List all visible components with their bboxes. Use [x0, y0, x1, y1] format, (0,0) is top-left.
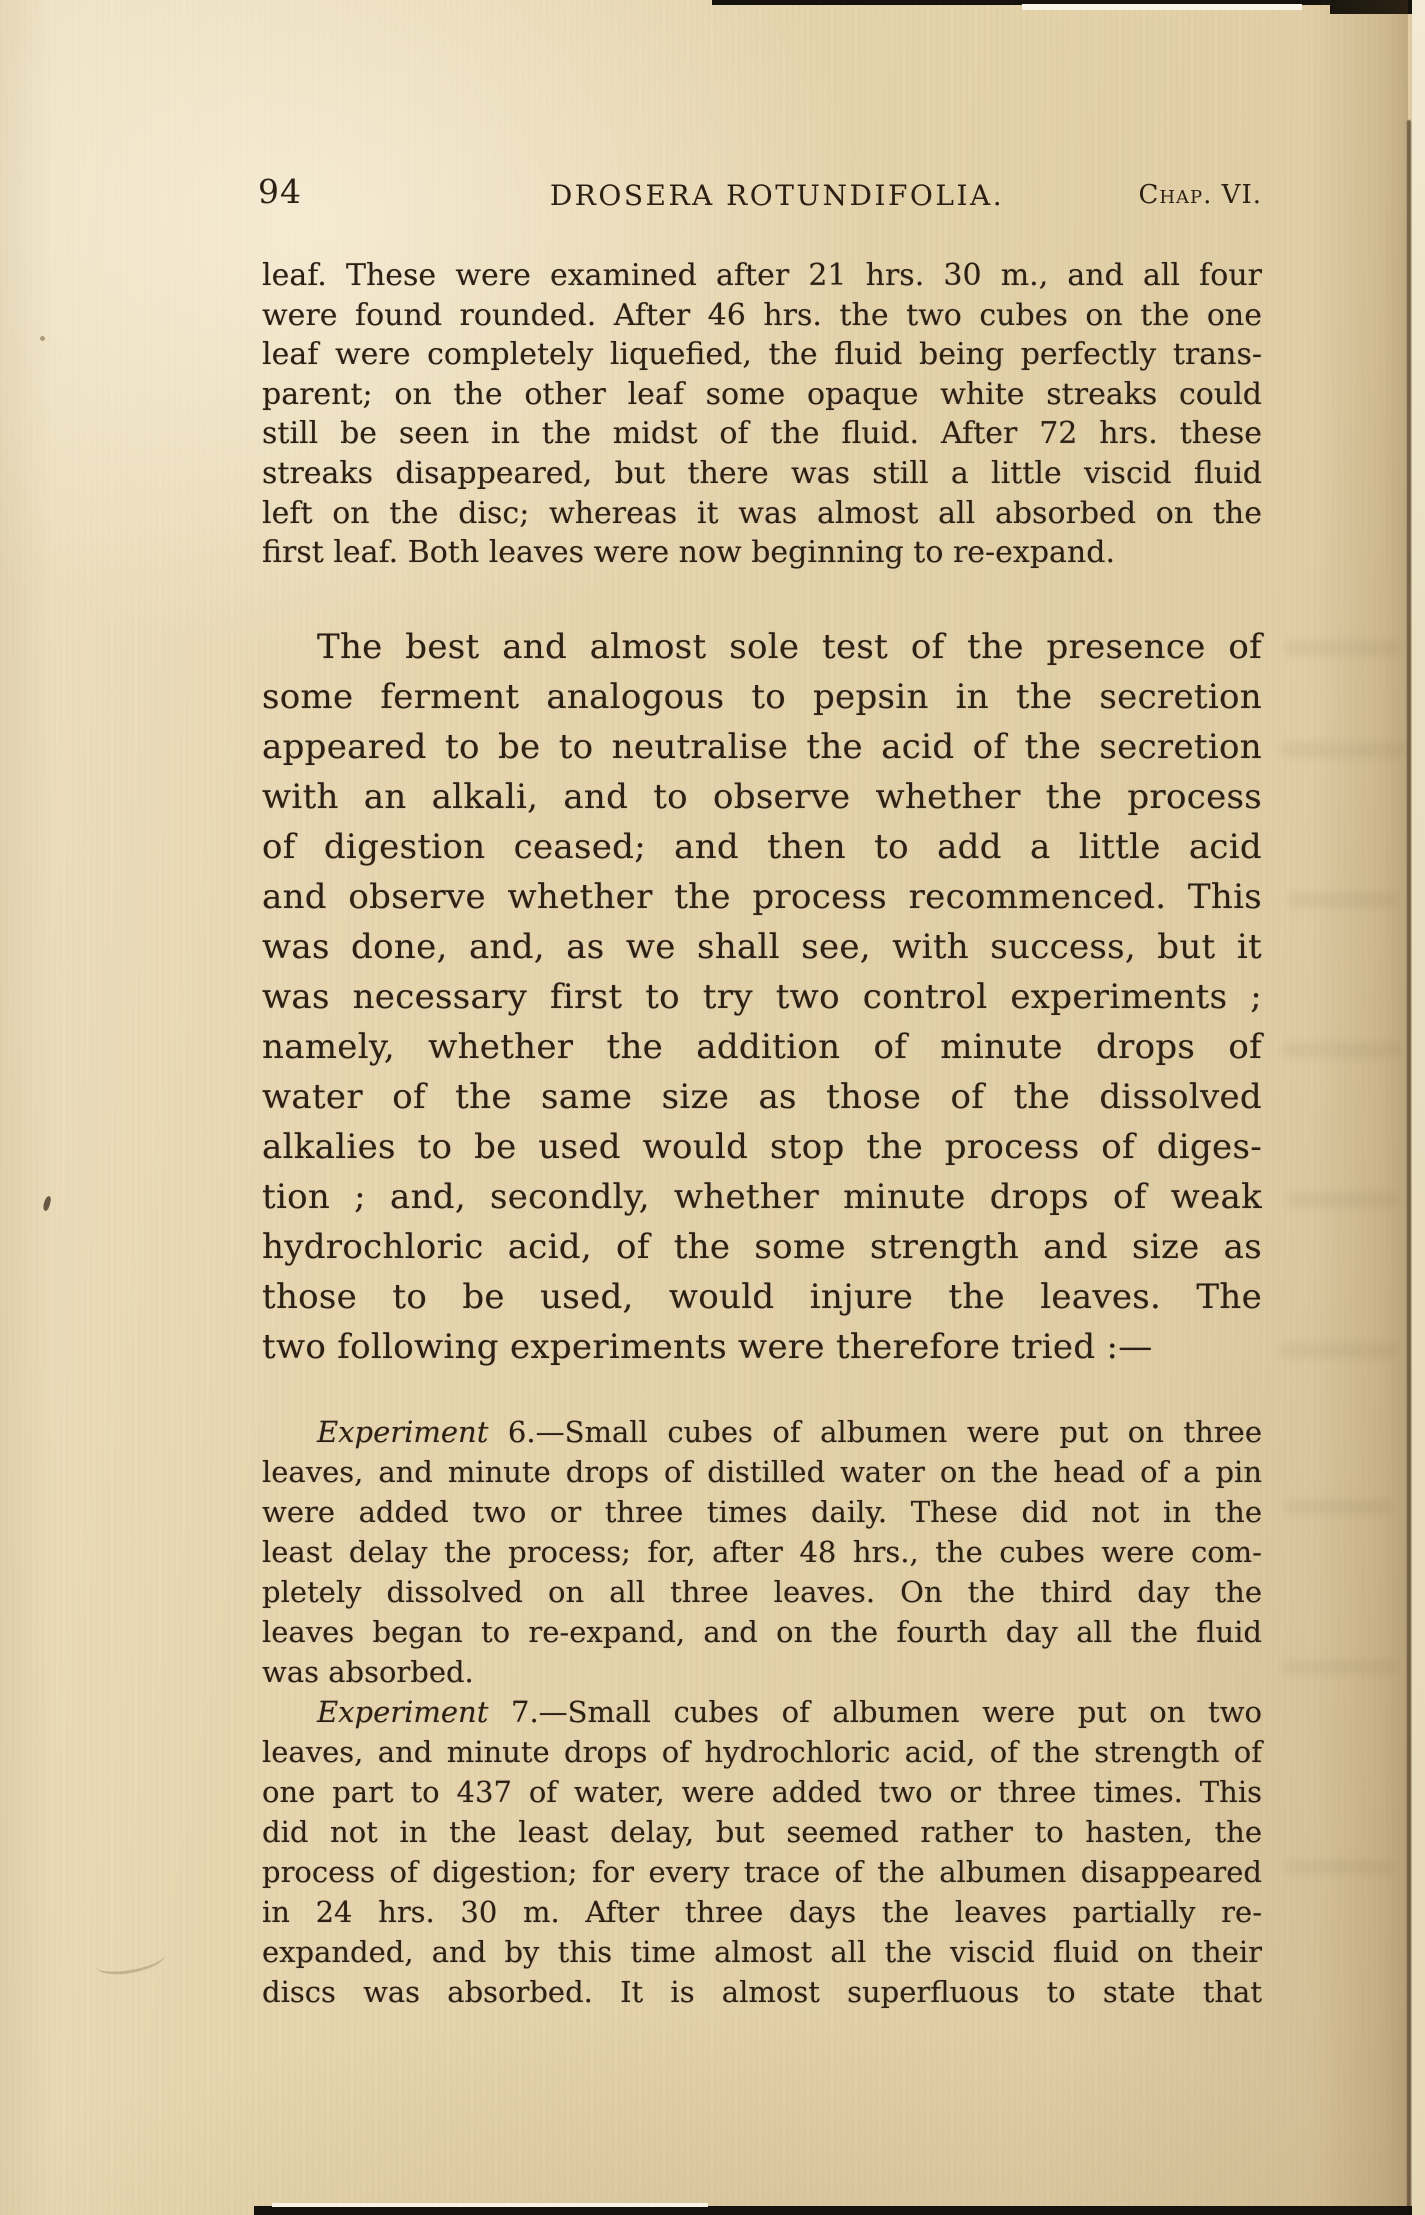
text-line: hydrochloric acid, of the some strength and size as: [262, 1227, 1262, 1267]
showthrough-smudge: [1280, 742, 1405, 758]
page-number: 94: [258, 172, 302, 211]
text-line: leaf. These were examined after 21 hrs. 30 m., and all four: [262, 258, 1262, 293]
text-line: leaves, and minute drops of hydrochloric acid, of the strength of: [262, 1735, 1262, 1769]
experiment-lead-italic: Experiment: [317, 1415, 489, 1449]
showthrough-smudge: [1282, 1660, 1396, 1674]
text-line: those to be used, would injure the leaves. The: [262, 1277, 1262, 1317]
text-line: least delay the process; for, after 48 hrs., the cubes were com-: [262, 1535, 1262, 1569]
text-line: did not in the least delay, but seemed rather to hasten, the: [262, 1815, 1262, 1849]
text-line: parent; on the other leaf some opaque white streaks could: [262, 376, 1262, 412]
experiment-lead-italic: Experiment: [317, 1695, 489, 1729]
text-line: appeared to be to neutralise the acid of the secretion: [262, 727, 1262, 767]
page-edge-line: [1407, 120, 1411, 2215]
paragraph-main: [262, 622, 1262, 1372]
page-right-edge: [1412, 0, 1425, 2215]
text-line: water of the same size as those of the dissolved: [262, 1077, 1262, 1117]
text-line: pletely dissolved on all three leaves. On the third day the: [262, 1575, 1262, 1609]
text-line: leaf were completely liquefied, the fluid being perfectly trans-: [262, 337, 1262, 373]
scan-top-edge-gap: [1022, 4, 1302, 10]
paragraph-experiment-6: [262, 1412, 1262, 1692]
showthrough-smudge: [1288, 892, 1398, 908]
chapter-label: Chap. VI.: [1138, 180, 1262, 210]
showthrough-smudge: [1286, 1192, 1398, 1208]
showthrough-smudge: [1285, 1500, 1393, 1514]
showthrough-smudge: [1285, 640, 1400, 656]
text-line: leaves began to re-expand, and on the fourth day all the fluid: [262, 1615, 1262, 1649]
text-line: expanded, and by this time almost all the viscid fluid on their: [262, 1935, 1262, 1969]
text-line: tion ; and, secondly, whether minute drops of weak: [262, 1177, 1262, 1217]
scan-bottom-edge-gap: [272, 2203, 708, 2207]
showthrough-smudge: [1282, 1042, 1402, 1058]
showthrough-smudge: [1285, 1860, 1395, 1874]
text-line: one part to 437 of water, were added two or three times. This: [262, 1775, 1262, 1809]
text-line: were added two or three times daily. These did not in the: [262, 1495, 1262, 1529]
paper-speck: [40, 336, 45, 341]
paragraph-continuation: [262, 256, 1262, 573]
text-line: still be seen in the midst of the fluid. After 72 hrs. these: [262, 416, 1262, 452]
faint-pencil-mark: [93, 1942, 166, 1979]
left-margin-shade: [0, 0, 55, 2215]
text-line: of digestion ceased; and then to add a little acid: [262, 827, 1262, 867]
text-line: two following experiments were therefore tried :—: [262, 1327, 1153, 1367]
text-line: Experiment 6.—Small cubes of albumen were put on three: [317, 1415, 1262, 1449]
text-line: discs was absorbed. It is almost superfluous to state that: [262, 1975, 1262, 2009]
text-line: The best and almost sole test of the presence of: [317, 627, 1262, 667]
text-line: with an alkali, and to observe whether the process: [262, 777, 1262, 817]
running-title: DROSERA ROTUNDIFOLIA.: [549, 179, 1005, 212]
text-line: left on the disc; whereas it was almost all absorbed on the: [262, 495, 1262, 531]
text-line: was absorbed.: [262, 1655, 474, 1689]
text-line: leaves, and minute drops of distilled water on the head of a pin: [262, 1455, 1262, 1489]
text-line: Experiment 7.—Small cubes of albumen were put on two: [317, 1695, 1262, 1729]
text-line: alkalies to be used would stop the process of diges-: [262, 1127, 1262, 1167]
text-line: first leaf. Both leaves were now beginning to re-expand.: [262, 535, 1115, 571]
page-curl-shadow: [1310, 0, 1408, 2215]
text-line: streaks disappeared, but there was still a little viscid fluid: [262, 455, 1262, 491]
scan-bottom-edge-bar: [254, 2206, 1412, 2215]
text-line: namely, whether the addition of minute drops of: [262, 1027, 1262, 1067]
paragraph-experiment-7: [262, 1692, 1262, 2012]
text-line: were found rounded. After 46 hrs. the two cubes on the one: [262, 297, 1262, 333]
text-line: and observe whether the process recommenced. This: [262, 877, 1262, 917]
text-line: was necessary first to try two control experiments ;: [262, 977, 1262, 1017]
text-line: some ferment analogous to pepsin in the secretion: [262, 677, 1262, 717]
text-line: in 24 hrs. 30 m. After three days the leaves partially re-: [262, 1895, 1262, 1929]
text-line: was done, and, as we shall see, with success, but it: [262, 927, 1262, 967]
text-line: process of digestion; for every trace of the albumen disappeared: [262, 1855, 1262, 1889]
showthrough-smudge: [1280, 1342, 1398, 1358]
